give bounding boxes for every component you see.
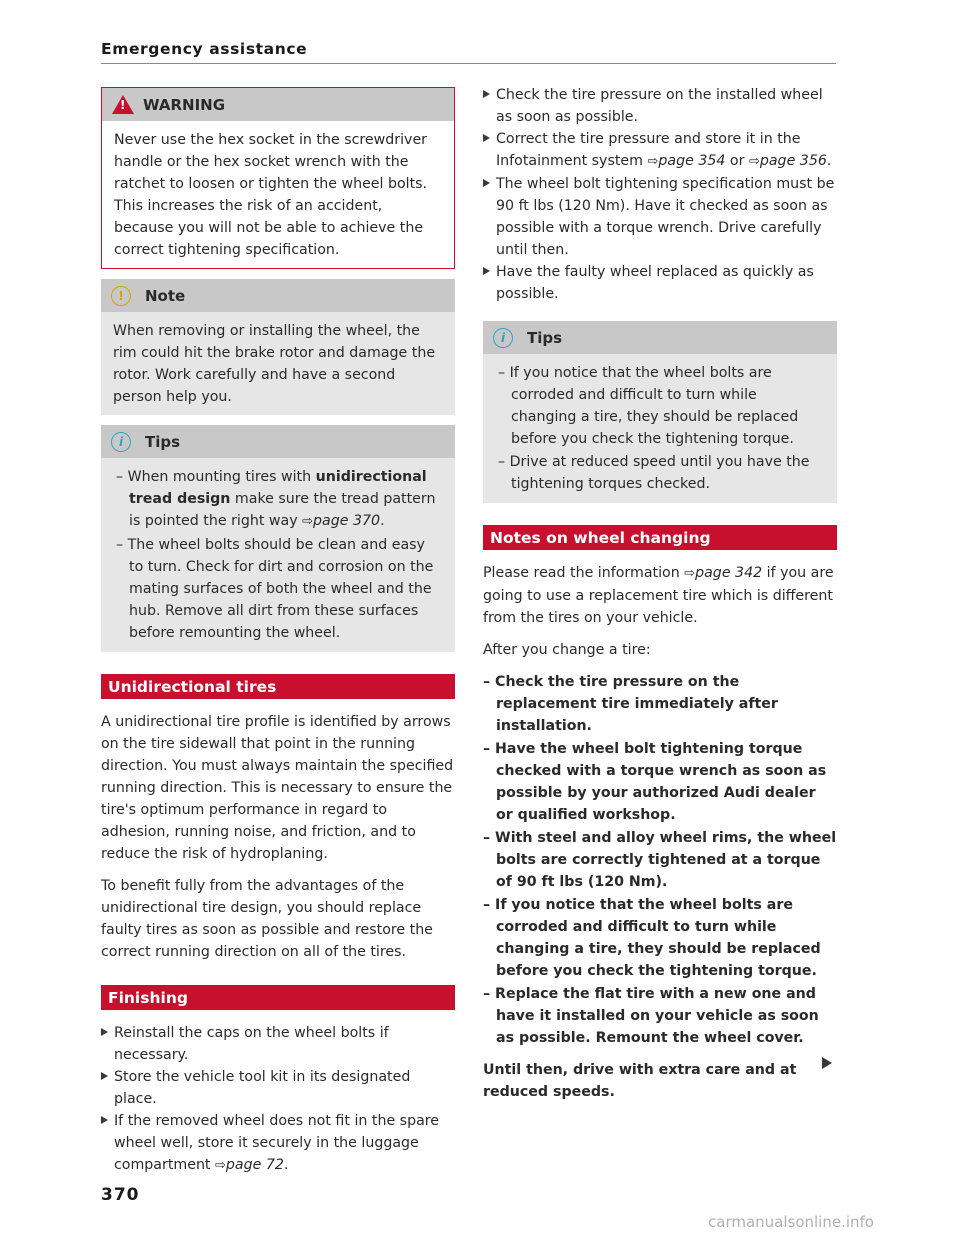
header-divider [101, 63, 836, 64]
text-span: if you are going to use a replacement tire which is different from the tires on your vehicle. [483, 565, 834, 626]
note-box [101, 279, 455, 415]
info-icon: i [493, 328, 513, 348]
page-ref-link[interactable]: page 354 [658, 153, 726, 169]
page-ref-arrow-icon: ⇨ [647, 154, 659, 169]
page-ref-link[interactable]: page 72 [225, 1157, 284, 1173]
note-title: Note [145, 286, 186, 305]
text-span: . [826, 153, 832, 169]
page-number: 370 [101, 1185, 140, 1205]
list-item: – Check the tire pressure on the replacement tire immediately after installation. [483, 671, 837, 737]
page-ref-arrow-icon: ⇨ [684, 566, 696, 581]
page-ref-link[interactable]: page 342 [695, 565, 763, 581]
page-ref-arrow-icon: ⇨ [748, 154, 760, 169]
text-span: Correct the tire pressure and store it in the Infotainment system [496, 131, 801, 169]
warning-triangle-icon [112, 95, 134, 114]
list-item: Reinstall the caps on the wheel bolts if necessary. [101, 1022, 455, 1066]
note-header [101, 279, 455, 312]
tips-body-left [101, 458, 455, 652]
list-item: – With steel and alloy wheel rims, the wheel bolts are correctly tightened at a torque of 90 ft lbs (120 Nm). [483, 827, 837, 893]
continue-arrow-icon [822, 1057, 832, 1069]
tips-box-right [483, 321, 837, 503]
section-heading: Notes on wheel changing [483, 525, 837, 550]
watermark: carmanualsonline.info [708, 1213, 874, 1231]
list-item [483, 128, 837, 173]
note-body [101, 312, 455, 415]
text-span: . [283, 1157, 289, 1173]
list-item [105, 466, 443, 533]
bold-text: unidirectional tread design [129, 469, 427, 507]
list-item: Have the faulty wheel replaced as quickly as possible. [483, 261, 837, 305]
page-ref-link[interactable]: page 370 [313, 513, 381, 529]
warning-header [102, 88, 454, 121]
text-span: make sure the tread pattern is pointed the right way [129, 491, 436, 529]
list-item: – Have the wheel bolt tightening torque checked with a torque wrench as soon as possible by your authorized Audi dealer or qualified workshop. [483, 738, 837, 826]
list-item: The wheel bolt tightening specification must be 90 ft lbs (120 Nm). Have it checked as soon as possible with a torque wrench. Drive carefully until then. [483, 173, 837, 261]
paragraph: A unidirectional tire profile is identified by arrows on the tire sidewall that point in the running direction. You must always maintain the specified running direction. This is necessary to ensure the tire's optimum performance in regard to adhesion, running noise, and friction, and to reduce the risk of hydroplaning. [101, 714, 454, 862]
list-item: Check the tire pressure on the installed wheel as soon as possible. [483, 84, 837, 128]
list-item [101, 1110, 455, 1177]
section-heading: Finishing [101, 985, 455, 1010]
warning-text: Never use the hex socket in the screwdriver handle or the hex socket wrench with the ratchet to loosen or tighten the wheel bolts. This increases the risk of an accident, because you will not be able to achieve the correct tightening specification. [114, 132, 428, 258]
section-heading: Unidirectional tires [101, 674, 455, 699]
info-icon: i [111, 432, 131, 452]
left-column [101, 87, 455, 1177]
tips-header-right [483, 321, 837, 354]
page-ref-link[interactable]: page 356 [759, 153, 827, 169]
list-item: Store the vehicle tool kit in its designated place. [101, 1066, 455, 1110]
note-exclamation-icon: ! [111, 286, 131, 306]
tips-title-right: Tips [527, 328, 563, 347]
text-span: or [725, 153, 749, 169]
page-ref-arrow-icon: ⇨ [215, 1158, 226, 1173]
paragraph: To benefit fully from the advantages of the unidirectional tire design, you should replace faulty tires as soon as possible and restore the correct running direction on all of the tires. [101, 878, 433, 960]
note-text: When removing or installing the wheel, the rim could hit the brake rotor and damage the rotor. Work carefully and have a second person help you. [113, 323, 436, 405]
tips-body-right [483, 354, 837, 503]
list-item: – Replace the flat tire with a new one and have it installed on your vehicle as soon as possible. Remount the wheel cover. [483, 983, 837, 1049]
list-item: – If you notice that the wheel bolts are corroded and difficult to turn while changing a tire, they should be replaced before you check the tightening torque. [487, 362, 825, 450]
tips-header-left [101, 425, 455, 458]
list-item: – Drive at reduced speed until you have the tightening torques checked. [487, 451, 825, 495]
text-span: If the removed wheel does not fit in the spare wheel well, store it securely in the luggage compartment [114, 1113, 440, 1173]
list-item: – If you notice that the wheel bolts are corroded and difficult to turn while changing a tire, they should be replaced before you check the tightening torque. [483, 894, 837, 982]
right-column [483, 84, 837, 1113]
page-header-title: Emergency assistance [101, 40, 308, 58]
page-ref-arrow-icon: ⇨ [302, 514, 314, 529]
warning-title: WARNING [143, 95, 226, 114]
warning-box [101, 87, 455, 269]
tips-title-left: Tips [145, 432, 181, 451]
warning-body [102, 121, 454, 268]
text-span: . [380, 513, 385, 529]
tips-box-left [101, 425, 455, 652]
paragraph: After you change a tire: [483, 642, 651, 658]
list-item: – The wheel bolts should be clean and easy to turn. Check for dirt and corrosion on the mating surfaces of both the wheel and the hub. Remove all dirt from these surfaces before remounting the wheel. [105, 534, 443, 644]
text-span: Please read the information [483, 565, 685, 581]
closing-paragraph: Until then, drive with extra care and at reduced speeds. [483, 1062, 797, 1100]
paragraph [483, 562, 837, 629]
text-span: When mounting tires with [127, 469, 316, 485]
